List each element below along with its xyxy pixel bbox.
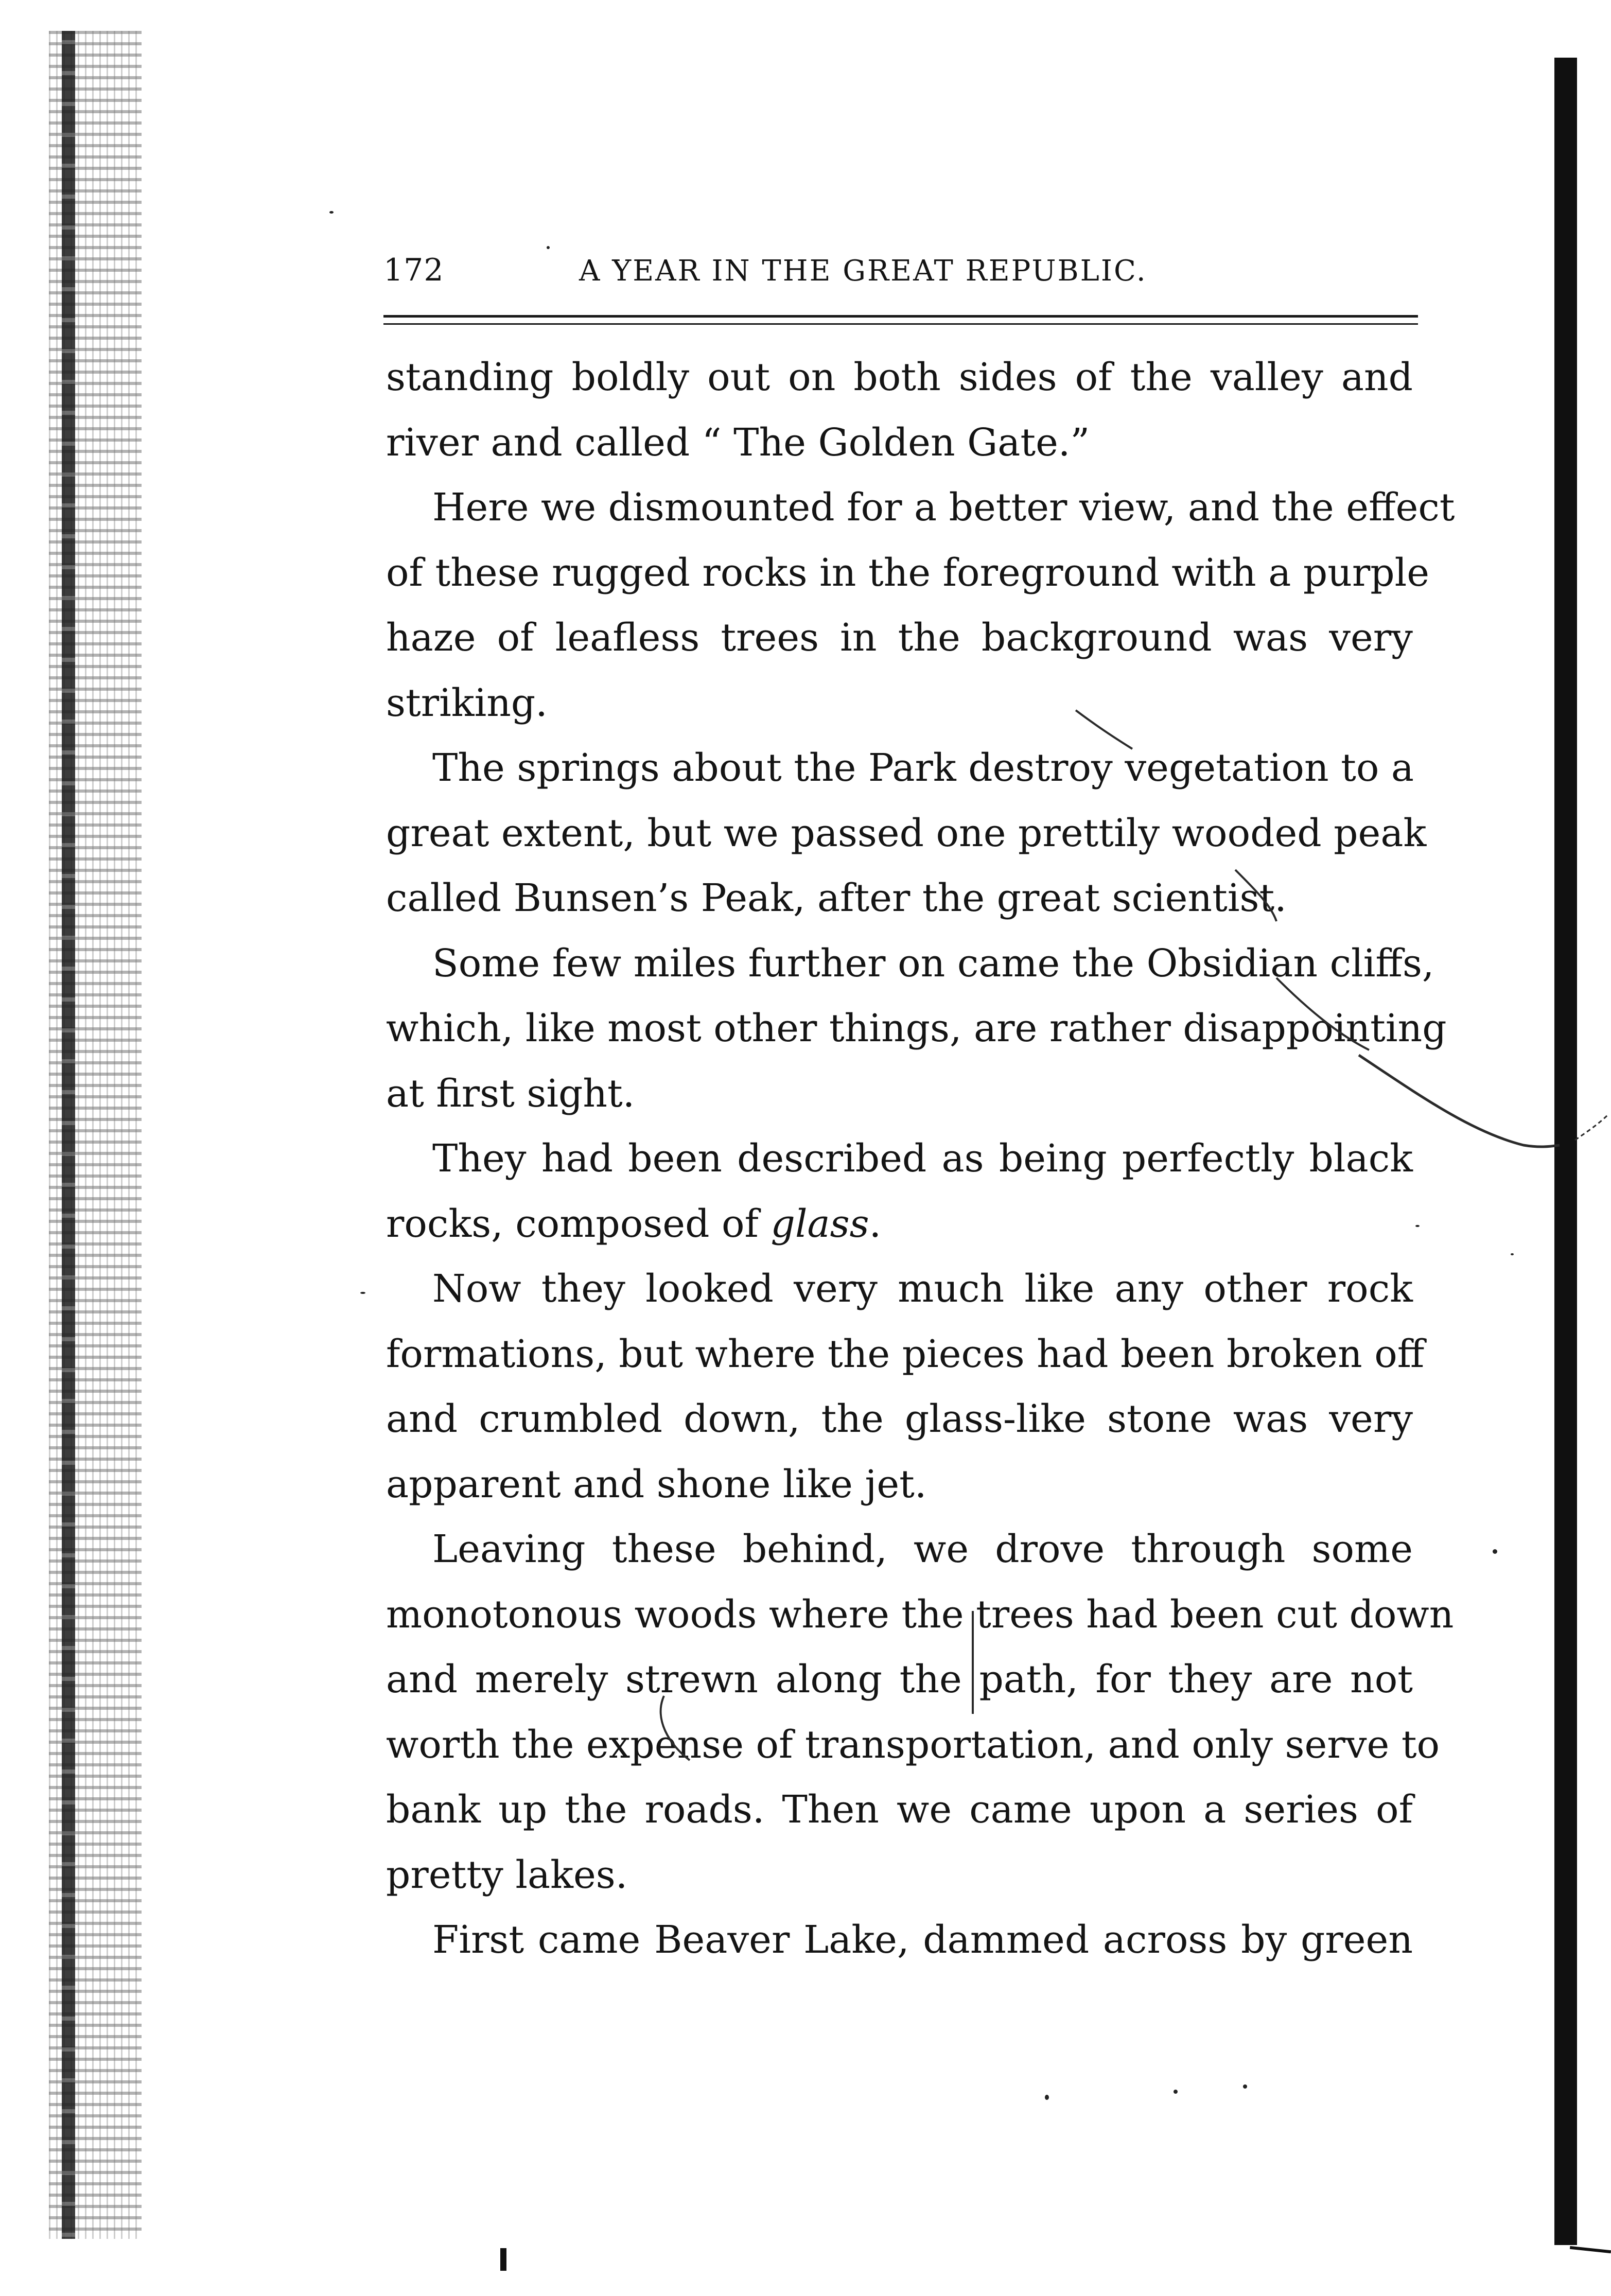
text-line: They had been described as being perfectly black xyxy=(432,1136,1413,1181)
text-line: which, like most other things, are rather disappointing xyxy=(386,1006,1447,1050)
text-line: pretty lakes. xyxy=(386,1852,628,1897)
scan-speck xyxy=(1045,2095,1049,2100)
pencil-stroke xyxy=(1575,1114,1608,1140)
text-line: Here we dismounted for a better view, and the effect xyxy=(432,485,1455,530)
scan-speck xyxy=(1511,1253,1514,1255)
text-line: great extent, but we passed one prettily wooded peak xyxy=(386,811,1427,855)
text-line: Leaving these behind, we drove through some xyxy=(432,1527,1413,1571)
text-line: apparent and shone like jet. xyxy=(386,1462,927,1506)
page-edge-bar xyxy=(1554,58,1577,2245)
text-line: standing boldly out on both sides of the valley and xyxy=(386,355,1413,399)
text-line: Now they looked very much like any other rock xyxy=(432,1267,1413,1311)
text-line: of these rugged rocks in the foreground with a purple xyxy=(386,550,1430,595)
text-line-with-italic xyxy=(386,1191,1413,1257)
header-rule-bottom xyxy=(383,323,1418,325)
text-line: The springs about the Park destroy vegetation to a xyxy=(432,746,1414,790)
scan-speck xyxy=(1243,2084,1247,2089)
scan-speck xyxy=(1415,1225,1420,1227)
header-rule-top xyxy=(383,315,1418,318)
page-edge-foot xyxy=(1570,2246,1611,2253)
text-line: and crumbled down, the glass-like stone was very xyxy=(386,1397,1413,1441)
body-text xyxy=(386,345,1455,1973)
running-head xyxy=(383,252,1418,293)
text-line: river and called “ The Golden Gate.” xyxy=(386,420,1090,465)
text-line: called Bunsen’s Peak, after the great scientist. xyxy=(386,876,1287,920)
text-line: Some few miles further on came the Obsidian cliffs, xyxy=(432,941,1434,986)
scan-speck xyxy=(547,246,550,249)
text-line: monotonous woods where the trees had been cut down xyxy=(386,1592,1454,1637)
scan-speck xyxy=(1174,2090,1178,2094)
text-line: haze of leafless trees in the background was very xyxy=(386,616,1413,660)
text-line: formations, but where the pieces had been broken off xyxy=(386,1331,1425,1376)
text-line: and merely strewn along the path, for they are not xyxy=(386,1657,1413,1702)
bottom-scan-mark xyxy=(500,2248,506,2271)
scan-speck xyxy=(1493,1549,1497,1554)
text-line: First came Beaver Lake, dammed across by green xyxy=(432,1918,1413,1962)
text-line: at first sight. xyxy=(386,1071,635,1116)
running-title: A YEAR IN THE GREAT REPUBLIC. xyxy=(579,254,1147,288)
book-spine-edge xyxy=(62,31,75,2239)
page-number: 172 xyxy=(383,252,444,288)
italic-word: glass xyxy=(771,1201,869,1246)
scan-speck xyxy=(329,211,334,214)
italic-trailing: . xyxy=(869,1201,882,1246)
text-line-start: rocks, composed of xyxy=(386,1201,771,1246)
scan-speck xyxy=(360,1292,365,1294)
text-line: bank up the roads. Then we came upon a series of xyxy=(386,1787,1413,1832)
text-line: striking. xyxy=(386,680,548,725)
text-line: worth the expense of transportation, and only serve to xyxy=(386,1722,1440,1767)
